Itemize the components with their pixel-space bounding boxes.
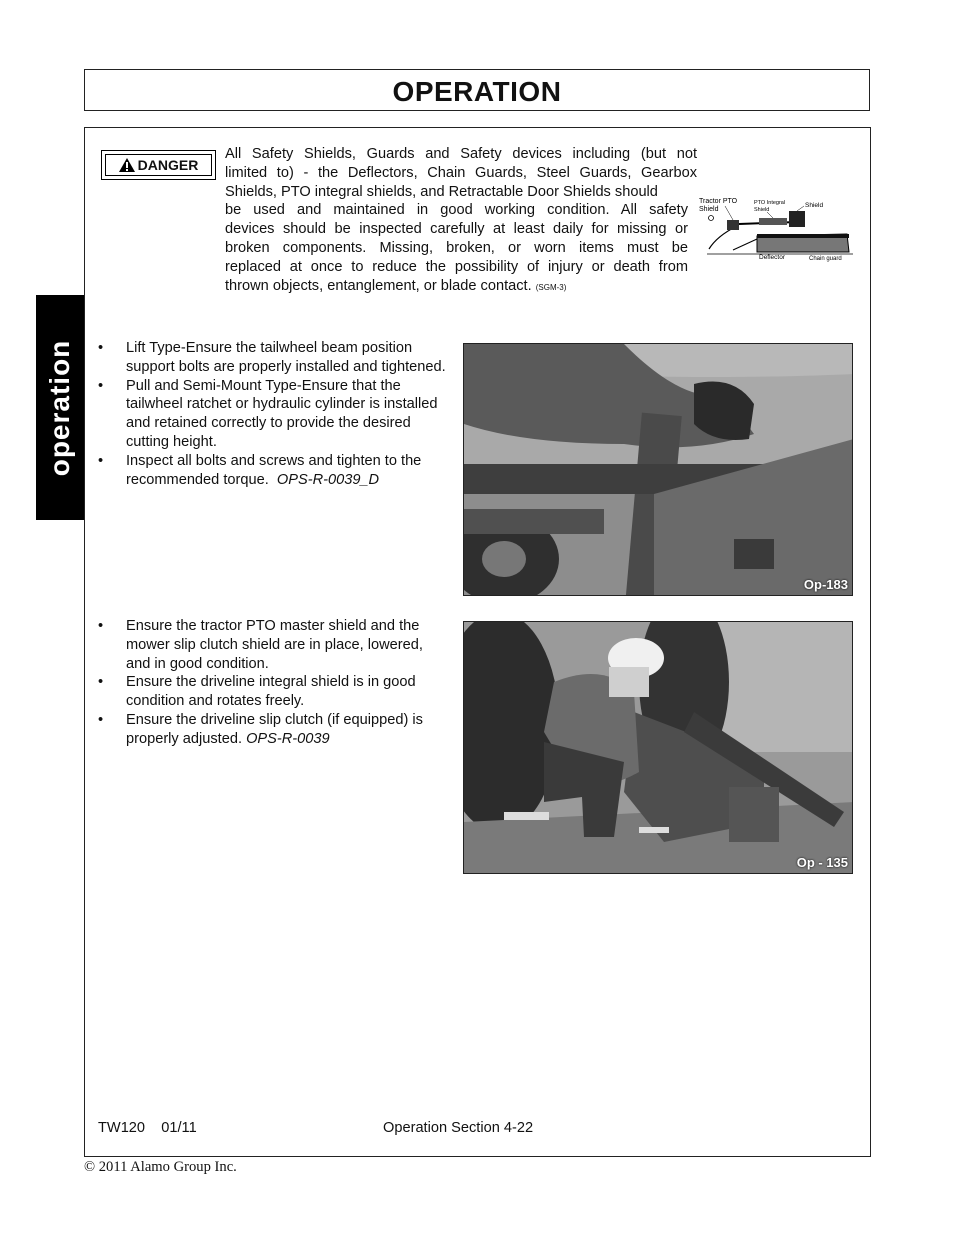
photo-op-183 <box>463 343 853 596</box>
bullet-list-1 <box>98 339 448 489</box>
list-item: • Ensure the tractor PTO master shield and the mower slip clutch shield are in place, lowered, and in good condition. <box>98 618 423 672</box>
footer-model-date: TW120 01/11 <box>98 1120 197 1136</box>
danger-line: All Safety Shields, Guards and Safety devices including (but not <box>225 146 697 162</box>
footer-section: Operation Section 4-22 <box>383 1120 534 1136</box>
photo-label: Op - 135 <box>796 855 848 870</box>
copyright: © 2011 Alamo Group Inc. <box>84 1159 237 1175</box>
danger-code: (SGM-3) <box>535 282 567 292</box>
photo-op-135 <box>463 621 853 874</box>
side-tab <box>36 295 84 520</box>
shield-diagram <box>697 194 857 264</box>
svg-text:Shield: Shield <box>699 206 719 213</box>
ops-code: OPS-R-0039_D <box>276 471 380 488</box>
list-item: • Inspect all bolts and screws and tighten to the recommended torque. OPS-R-0039_D <box>98 452 422 488</box>
danger-line: devices should be inspected carefully at least daily for missing or <box>225 221 688 238</box>
photo-label: Op-183 <box>803 577 848 592</box>
page-title: OPERATION <box>392 76 562 107</box>
svg-text:Deflector: Deflector <box>759 254 786 261</box>
ops-code: OPS-R-0039 <box>246 730 330 747</box>
list-item: • Lift Type-Ensure the tailwheel beam position support bolts are properly installed and tightened. <box>98 340 446 375</box>
svg-text:Tractor PTO: Tractor PTO <box>699 198 738 205</box>
danger-line: replaced at once to reduce the possibility of injury or death from <box>225 258 688 275</box>
danger-line: limited to) - the Deflectors, Chain Guards, Steel Guards, Gearbox <box>225 164 697 181</box>
header-box <box>84 69 870 111</box>
list-item: • Ensure the driveline slip clutch (if equipped) is properly adjusted. OPS-R-0039 <box>98 711 423 747</box>
svg-text:PTO Integral: PTO Integral <box>754 200 786 206</box>
side-tab-label: operation <box>44 339 75 476</box>
danger-line-last: thrown objects, entanglement, or blade contact. (SGM-3) <box>225 277 567 294</box>
tailwheel-photo <box>464 344 853 596</box>
danger-line: Shields, PTO integral shields, and Retractable Door Shields should <box>225 183 658 200</box>
svg-text:Shield: Shield <box>754 207 770 213</box>
warning-icon <box>119 158 135 172</box>
bullet-list-2 <box>98 617 448 749</box>
list-item: • Pull and Semi-Mount Type-Ensure that the tailwheel ratchet or hydraulic cylinder is installed and retained correctly to provide the desired cutting height. <box>98 377 438 450</box>
svg-text:Shield: Shield <box>805 202 824 209</box>
pto-shield-photo <box>464 622 853 874</box>
danger-line: broken components. Missing, broken, or worn items must be <box>225 239 688 256</box>
danger-line: be used and maintained in good working condition. All safety <box>225 202 688 219</box>
svg-text:Chain guard: Chain guard <box>809 256 842 262</box>
list-item: • Ensure the driveline integral shield is in good condition and rotates freely. <box>98 674 416 710</box>
danger-badge <box>101 150 216 180</box>
danger-label: DANGER <box>137 157 199 173</box>
danger-message <box>225 145 697 297</box>
